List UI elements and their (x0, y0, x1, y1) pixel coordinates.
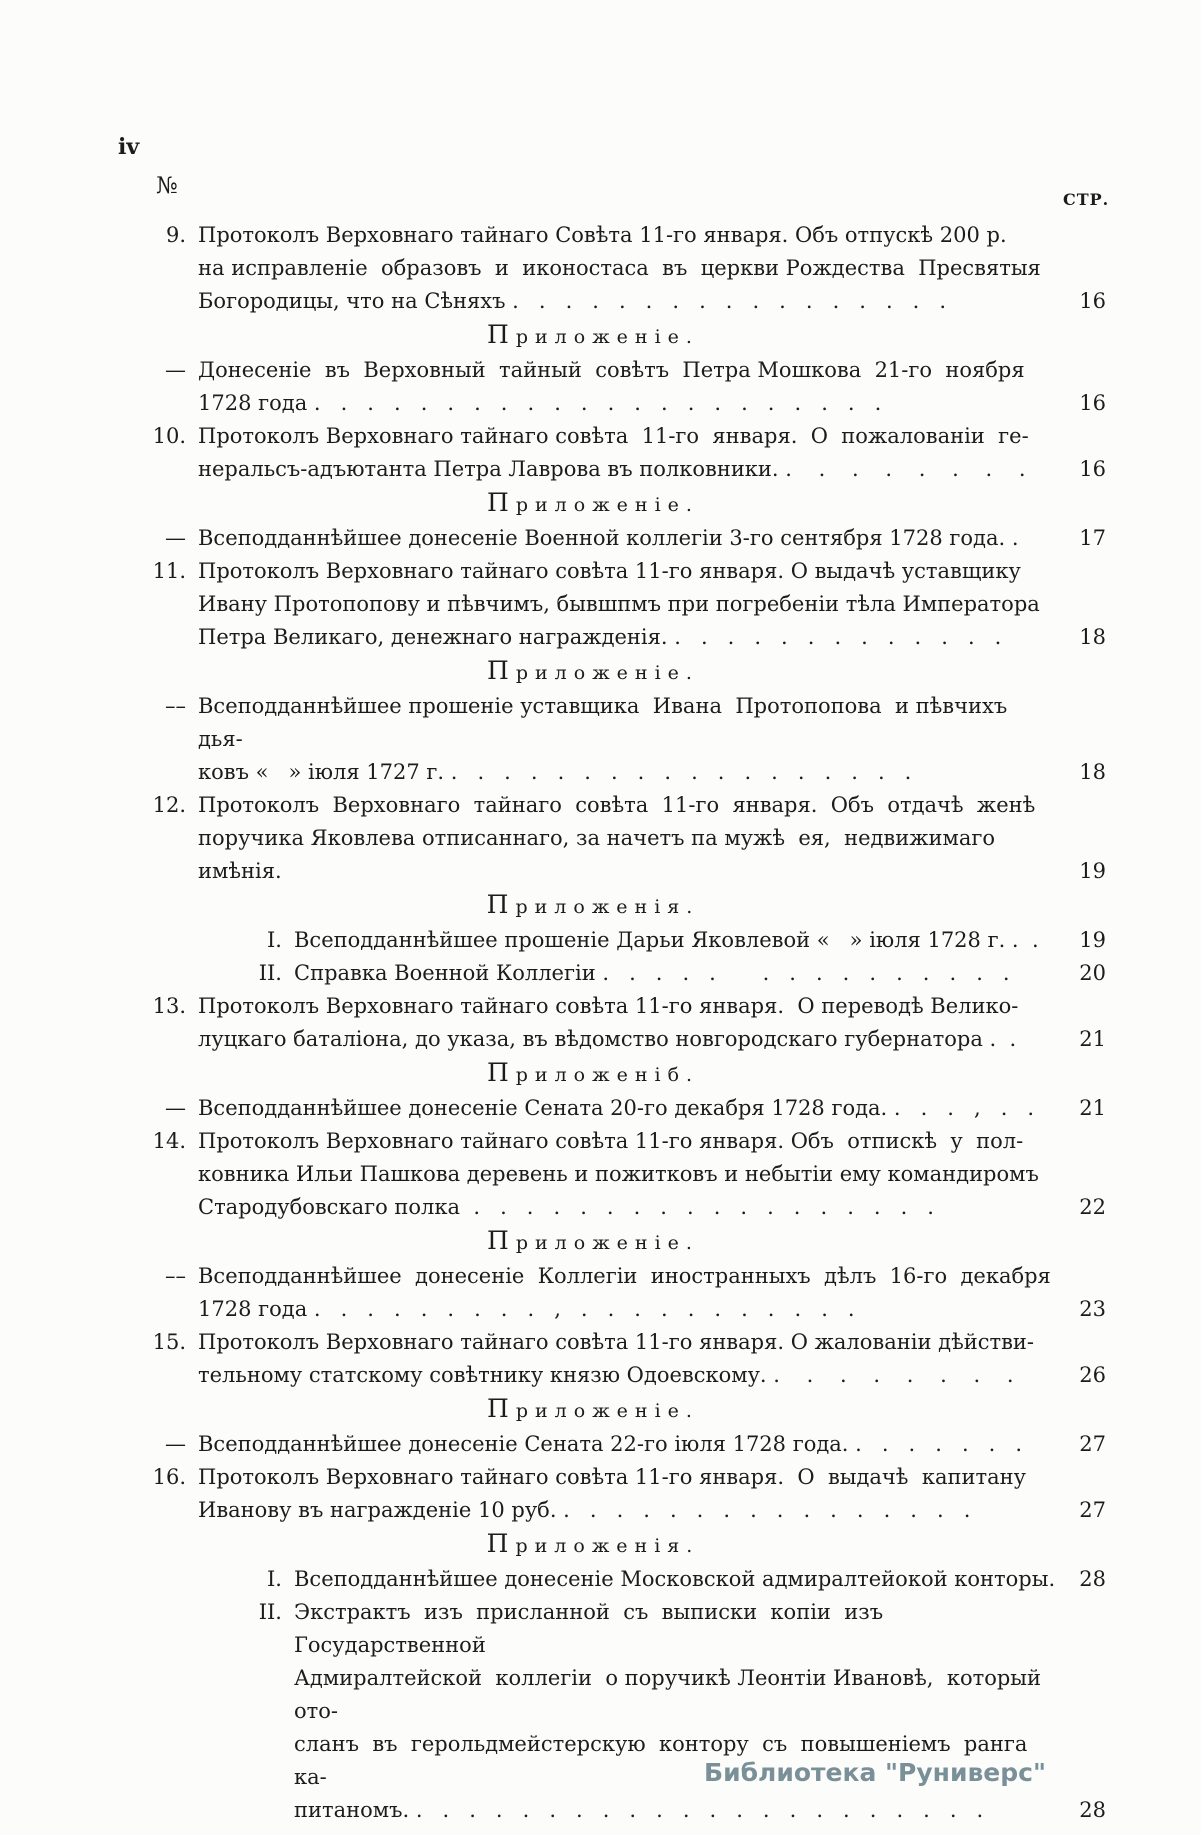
entry-page-number: 22 (1079, 1195, 1106, 1219)
entry-number: — (165, 526, 186, 550)
entry-number: — (165, 1432, 186, 1456)
entry-number: –– (165, 694, 186, 718)
entry-text: Протоколъ Верховнаго тайнаго совѣта 11-го января. Объ отпискѣ у пол- ковника Ильи Пашкова деревень и пожитковъ и небытіи ему командиромъ Стародубовскаго полка . . . . . . . . . . . . . . . . . . (198, 1129, 1039, 1219)
entry-number: 9. (165, 223, 186, 247)
toc-entry (140, 1092, 1106, 1125)
appendix-heading: Приложеніе. (487, 1226, 699, 1255)
entry-number: I. (267, 1567, 282, 1591)
entry-page-number: 27 (1079, 1432, 1106, 1456)
entry-text: Всеподданнѣйшее прошеніе Дарьи Яковлевой « » іюля 1728 г. . . (294, 928, 1039, 952)
entry-page-number: 23 (1079, 1297, 1106, 1321)
toc-entry (140, 1563, 1106, 1596)
entry-page-number: 16 (1079, 457, 1106, 481)
toc-entry (140, 1260, 1106, 1326)
entry-page-number: 17 (1079, 526, 1106, 550)
entry-page-number: 28 (1079, 1798, 1106, 1822)
entry-text: Протоколъ Верховнаго тайнаго совѣта 11-го января. О жалованіи дѣйстви- тельному статскому совѣтнику князю Одоевскому. . . . . . . . . (198, 1330, 1035, 1387)
entry-page-number: 19 (1079, 859, 1106, 883)
entry-page-number: 18 (1079, 625, 1106, 649)
appendix-heading: Приложеніе. (487, 320, 699, 349)
entry-text: Всеподданнѣйшее донесеніе Военной коллегіи 3-го сентября 1728 года. . (198, 526, 1019, 550)
entry-page-number: 16 (1079, 391, 1106, 415)
entry-number: 11. (152, 559, 186, 583)
entry-page-number: 21 (1079, 1027, 1106, 1051)
toc-entry (140, 522, 1106, 555)
entry-text: Всеподданнѣйшее донесеніе Сената 22-го іюля 1728 года. . . . . . . . (198, 1432, 1023, 1456)
toc-entry (140, 1125, 1106, 1224)
toc-entry (140, 1428, 1106, 1461)
toc-entry (140, 957, 1106, 990)
entry-text: Протоколъ Верховнаго тайнаго совѣта 11-го января. О выдачѣ уставщику Ивану Протопопову и пѣвчимъ, бывшпмъ при погребеніи тѣла Императора Петра Великаго, денежнаго награжденія. . . . . . . . . . . . . . (198, 559, 1040, 649)
toc-entry (140, 1326, 1106, 1392)
entry-page-number: 26 (1079, 1363, 1106, 1387)
toc-entry (140, 555, 1106, 654)
toc-entry (140, 1596, 1106, 1827)
entry-number: II. (258, 1600, 282, 1624)
page-column-header: СТР. (1063, 190, 1110, 209)
toc-entry (140, 690, 1106, 789)
entry-number: — (165, 358, 186, 382)
entry-page-number: 19 (1079, 928, 1106, 952)
number-column-header: № (156, 173, 178, 199)
toc-entry (140, 1461, 1106, 1527)
toc-entry (140, 789, 1106, 888)
entry-text: Донесеніе въ Верховный тайный совѣтъ Петра Мошкова 21-го ноября 1728 года . . . . . . . . . . . . . . . . . . . . . . (198, 358, 1025, 415)
appendix-heading: Приложенія. (486, 1529, 700, 1558)
entry-text: Всеподданнѣйшее прошеніе уставщика Ивана Протопопова и пѣвчихъ дья- ковъ « » іюля 1727 г. . . . . . . . . . . . . . . . . . . (198, 694, 1014, 784)
entry-page-number: 16 (1079, 289, 1106, 313)
entry-number: 13. (152, 994, 186, 1018)
entry-text: Справка Военной Коллегіи . . . . . . . . . . . . . . . (294, 961, 1010, 985)
entry-number: — (165, 1096, 186, 1120)
toc-entry (140, 354, 1106, 420)
entry-text: Протоколъ Верховнаго тайнаго Совѣта 11-го января. Объ отпускѣ 200 р. на исправленіе образовъ и иконостаса въ церкви Рождества Пресвятыя Богородицы, что на Сѣняхъ . . . . . . . . . . . . . . . . . (198, 223, 1041, 313)
entry-text: Всеподданнѣйшее донесеніе Московской адмиралтейокой конторы. (294, 1567, 1056, 1591)
toc-entry (140, 990, 1106, 1056)
entry-number: II. (258, 961, 282, 985)
entry-text: Протоколъ Верховнаго тайнаго совѣта 11-го января. О переводѣ Велико- луцкаго баталіона, до указа, въ вѣдомство новгородскаго губернатора . . (198, 994, 1019, 1051)
appendix-heading: Приложеніе. (487, 1394, 699, 1423)
entry-text: Всеподданнѣйшее донесеніе Коллегіи иностранныхъ дѣлъ 16-го декабря 1728 года . . . . . . . . . , . . . . . . . . . . . (198, 1264, 1051, 1321)
entry-number: 16. (152, 1465, 186, 1489)
entry-text: Протоколъ Верховнаго тайнаго совѣта 11-го января. Объ отдачѣ женѣ поручика Яковлева отписаннаго, за начетъ па мужѣ ея, недвижимаго имѣнія. (198, 793, 1036, 883)
entry-text: Всеподданнѣйшее донесеніе Сената 20-го декабря 1728 года. . . . , . . (198, 1096, 1035, 1120)
folio-number: iv (118, 134, 140, 160)
entry-page-number: 28 (1079, 1567, 1106, 1591)
toc-entry (140, 924, 1106, 957)
entry-page-number: 18 (1079, 760, 1106, 784)
entry-number: I. (267, 928, 282, 952)
entry-number: 15. (152, 1330, 186, 1354)
entry-number: 12. (152, 793, 186, 817)
entry-page-number: 27 (1079, 1498, 1106, 1522)
appendix-heading: Приложеніб. (486, 1058, 700, 1087)
toc-entry (140, 420, 1106, 486)
table-of-contents (140, 219, 1106, 1827)
appendix-heading: Приложеніе. (487, 488, 699, 517)
appendix-heading: Приложенія. (486, 890, 700, 919)
entry-number: –– (165, 1264, 186, 1288)
toc-entry (140, 219, 1106, 318)
entry-page-number: 20 (1079, 961, 1106, 985)
entry-text: Протоколъ Верховнаго тайнаго совѣта 11-го января. О выдачѣ капитану Иванову въ награжденіе 10 руб. . . . . . . . . . . . . . . . . (198, 1465, 1026, 1522)
entry-page-number: 21 (1079, 1096, 1106, 1120)
appendix-heading: Приложеніе. (487, 656, 699, 685)
entry-number: 14. (152, 1129, 186, 1153)
entry-number: 10. (152, 424, 186, 448)
library-watermark: Библиотека "Руниверс" (704, 1758, 1046, 1787)
entry-text: Экстрактъ изъ присланной съ выписки копіи изъ Государственной Адмиралтейской коллегіи о поручикѣ Леонтіи Ивановѣ, который ото- сланъ въ герольдмейстерскую контору съ повышеніемъ ранга ка- питаномъ. . . . . . . . . . . . . . . . . . . . . . . (294, 1600, 1048, 1822)
entry-text: Протоколъ Верховнаго тайнаго совѣта 11-го января. О пожалованіи ге- неральсъ-адъютанта Петра Лаврова въ полковники. . . . . . . . . (198, 424, 1029, 481)
